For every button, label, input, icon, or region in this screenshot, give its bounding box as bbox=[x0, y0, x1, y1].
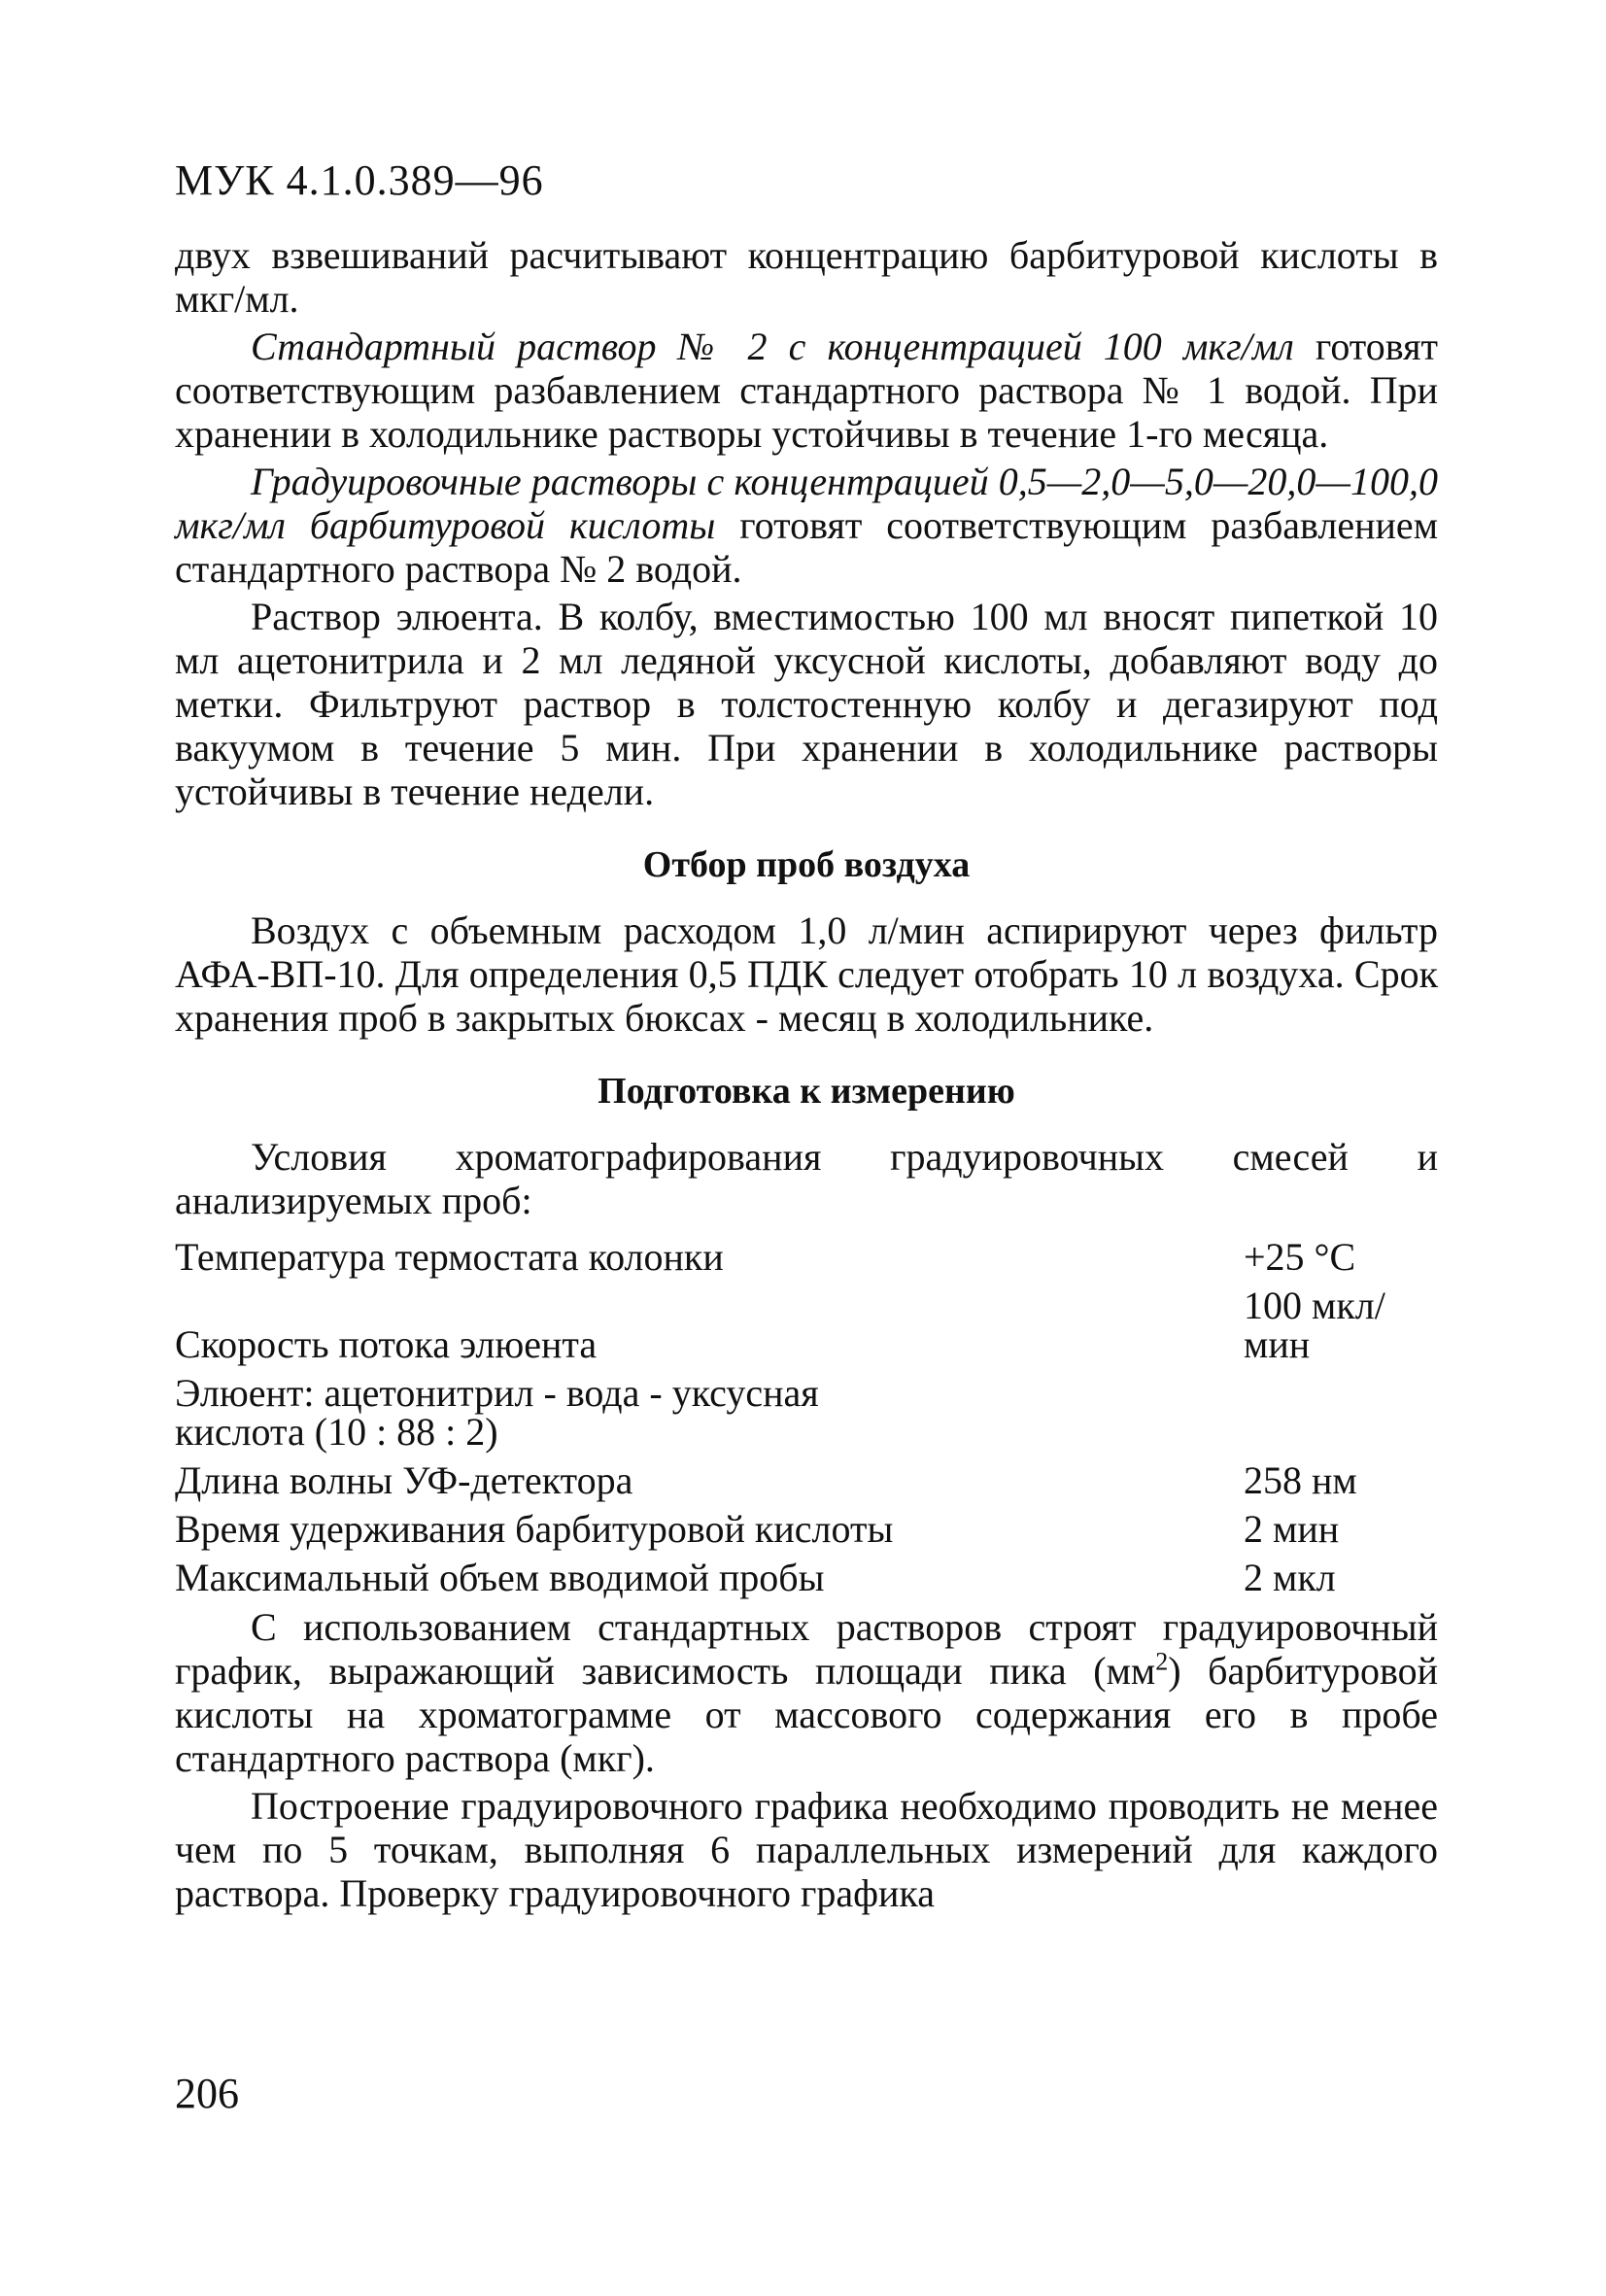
page-number: 206 bbox=[175, 2070, 239, 2117]
paragraph-text: готовят соответствующим разбавлением стандартного раствора № 2 водой. bbox=[175, 503, 1439, 591]
param-label: Элюент: ацетонитрил - вода - уксусная кислота (10 : 88 : 2) bbox=[175, 1371, 819, 1454]
table-row bbox=[175, 1364, 1438, 1452]
param-value: +25 °C bbox=[1244, 1235, 1356, 1279]
table-row bbox=[175, 1452, 1438, 1500]
paragraph-air-sampling: Воздух с объемным расходом 1,0 л/мин аспирируют через фильтр АФА-ВП-10. Для определения 0,5 ПДК следует отобрать 10 л воздуха. Срок хранения проб в закрытых бюксах - месяц в холодильнике. bbox=[175, 908, 1438, 1040]
param-value: 2 мин bbox=[1244, 1507, 1340, 1551]
paragraph-text: готовят соответствующим разбавлением стандартного раствора № 1 водой. При хранении в холодильнике растворы устойчивы в течение 1-го месяца. bbox=[175, 325, 1438, 456]
table-row bbox=[175, 1228, 1438, 1277]
paragraph-conditions-intro: Условия хроматографирования градуировочных смесей и анализируемых проб: bbox=[175, 1135, 1438, 1222]
param-label: Время удерживания барбитуровой кислоты bbox=[175, 1507, 894, 1551]
param-label: Температура термостата колонки bbox=[175, 1235, 724, 1279]
paragraph-continuation: двух взвешиваний расчитывают концентрацию барбитуровой кислоты в мкг/мл. bbox=[175, 233, 1438, 321]
param-value: 2 мкл bbox=[1244, 1556, 1336, 1599]
superscript: 2 bbox=[1155, 1647, 1169, 1676]
paragraph-italic-term: Стандартный раствор № 2 с концентрацией 100 мкг/мл bbox=[251, 325, 1294, 368]
paragraph-standard-solution-2 bbox=[175, 325, 1438, 456]
document-header: МУК 4.1.0.389—96 bbox=[175, 156, 544, 204]
param-value: 258 нм bbox=[1244, 1458, 1357, 1502]
paragraph-graph-construction: Построение градуировочного графика необходимо проводить не менее чем по 5 точкам, выполняя 6 параллельных измерений для каждого раствора. Проверку градуировочного графика bbox=[175, 1784, 1438, 1915]
table-row bbox=[175, 1549, 1438, 1597]
param-value bbox=[1244, 1364, 1438, 1452]
param-value: 100 мкл/мин bbox=[1244, 1284, 1385, 1366]
section-title-air-sampling: Отбор проб воздуха bbox=[642, 844, 971, 885]
table-row bbox=[175, 1277, 1438, 1364]
paragraph-calibration-graph bbox=[175, 1605, 1438, 1780]
document-page bbox=[175, 155, 1438, 2196]
table-row bbox=[175, 1500, 1438, 1549]
paragraph-text: С использованием стандартных растворов строят градуировочный график, выражающий зависимость площади пика (мм bbox=[175, 1605, 1438, 1693]
param-label: Максимальный объем вводимой пробы bbox=[175, 1556, 825, 1599]
param-label: Длина волны УФ-детектора bbox=[175, 1458, 633, 1502]
param-label: Скорость потока элюента bbox=[175, 1322, 598, 1366]
section-title-measurement-prep: Подготовка к измерению bbox=[598, 1071, 1015, 1112]
chromatography-conditions-table bbox=[175, 1228, 1438, 1597]
paragraph-text: ) барбитуровой кислоты на хроматограмме от массового содержания его в пробе стандартного раствора (мкг). bbox=[175, 1649, 1438, 1780]
paragraph-italic-term: Градуировочные растворы с концентрацией 0,5—2,0—5,0—20,0—100,0 мкг/мл барбитуровой кислоты bbox=[175, 460, 1438, 547]
paragraph-eluent-solution: Раствор элюента. В колбу, вместимостью 100 мл вносят пипеткой 10 мл ацетонитрила и 2 мл ледяной уксусной кислоты, добавляют воду до метки. Фильтруют раствор в толстостенную колбу и дегазируют под вакуумом в течение 5 мин. При хранении в холодильнике растворы устойчивы в течение недели. bbox=[175, 595, 1438, 813]
paragraph-calibration-solutions bbox=[175, 460, 1438, 591]
